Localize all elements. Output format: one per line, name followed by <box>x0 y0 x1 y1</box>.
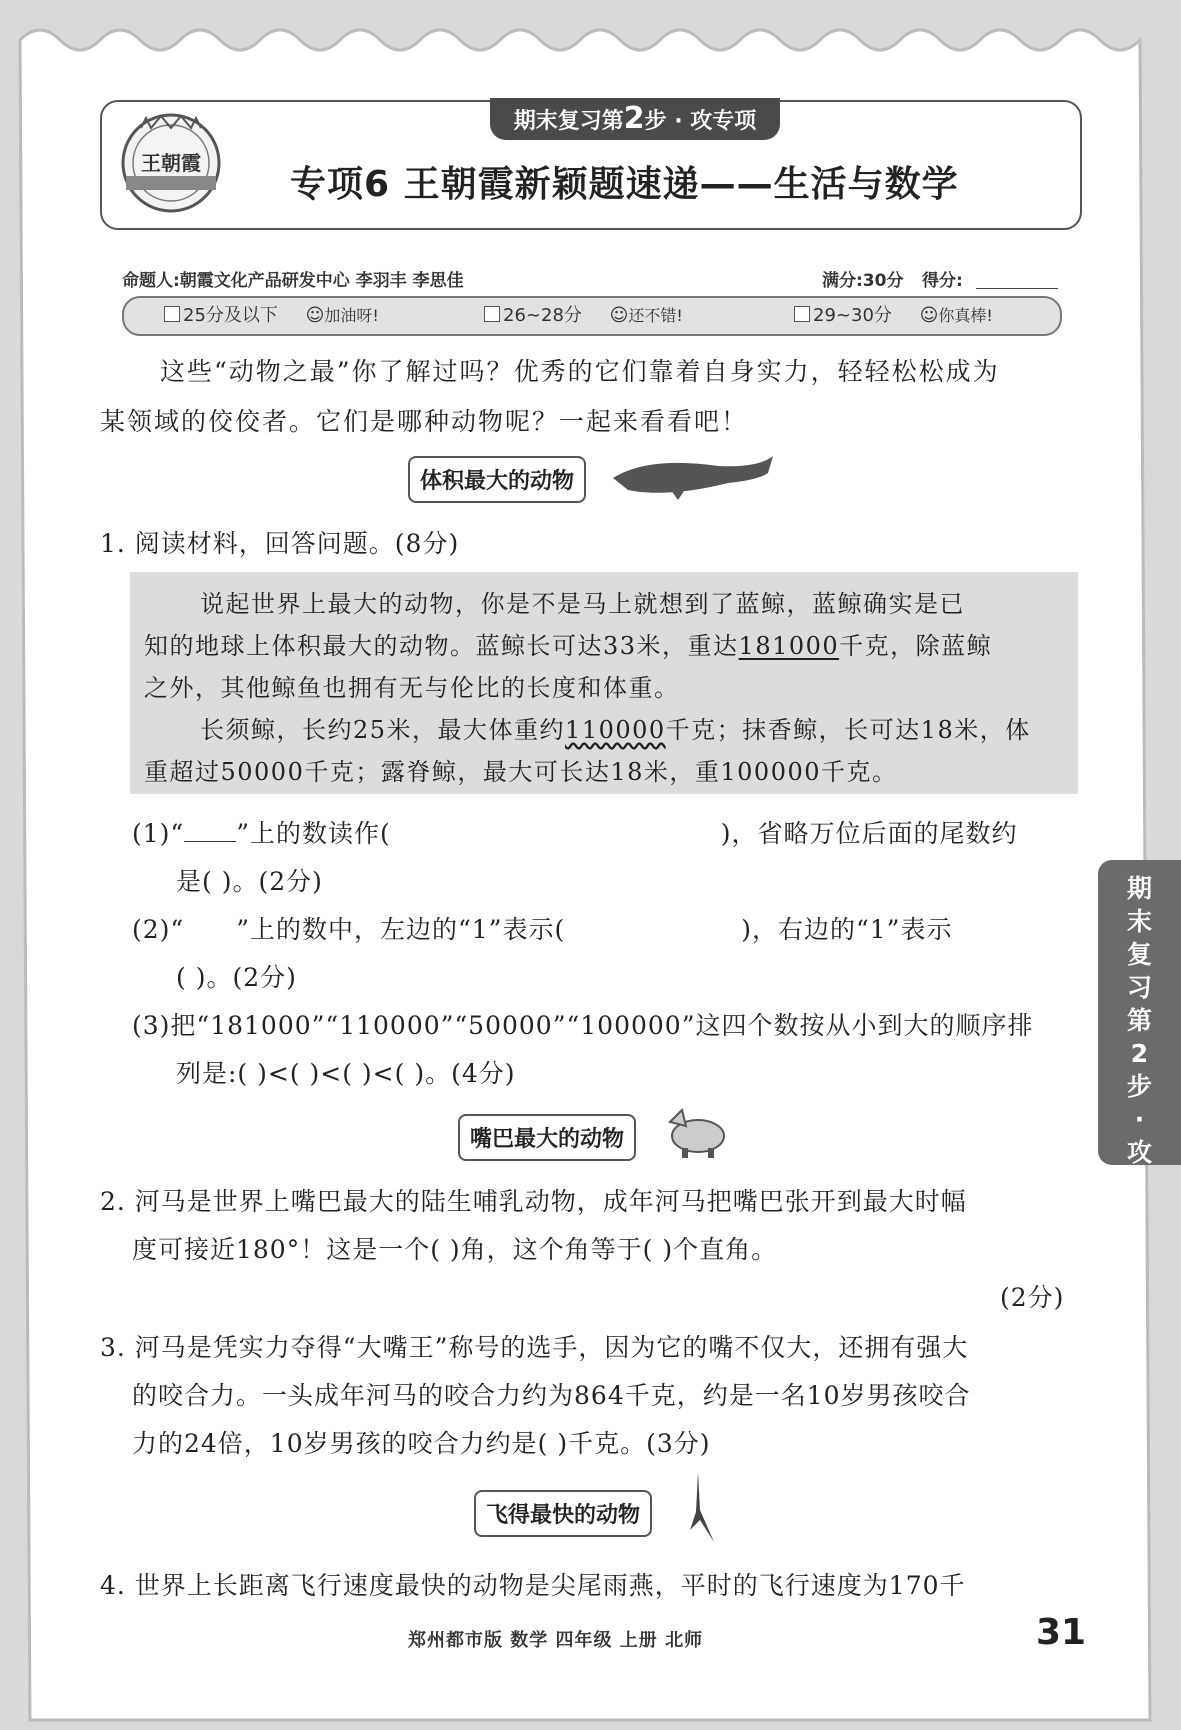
score-option-high[interactable]: 29~30分 ☺你真棒! <box>794 301 993 327</box>
hippo-icon <box>660 1102 730 1162</box>
material-line-5: 重超过50000千克；露脊鲸，最大可长达18米，重100000千克。 <box>144 758 898 786</box>
score-option-mid[interactable]: 26~28分 ☺还不错! <box>484 301 683 327</box>
section-tag-fastest-flyer: 飞得最快的动物 <box>474 1490 652 1537</box>
question-2-score: (2分) <box>1000 1283 1065 1312</box>
smile-icon: ☺ <box>305 305 325 326</box>
logo <box>116 108 226 218</box>
footer-edition: 郑州都市版 数学 四年级 上册 北师 <box>408 1630 704 1651</box>
material-line-3: 之外，其他鲸鱼也拥有无与伦比的长度和体重。 <box>144 674 680 702</box>
underlined-number: 181000 <box>738 632 840 660</box>
material-line-1: 说起世界上最大的动物，你是不是马上就想到了蓝鲸，蓝鲸确实是已 <box>200 590 965 618</box>
score-blank[interactable] <box>976 288 1058 289</box>
smile-icon: ☺ <box>609 305 629 326</box>
swift-bird-icon <box>670 1470 720 1550</box>
step-badge: 期末复习第2步 · 攻专项 <box>490 98 780 140</box>
q1-part1-line2: 是( )。(2分) <box>176 867 323 896</box>
authors: 命题人:朝霞文化产品研发中心 李羽丰 李思佳 <box>122 271 464 291</box>
section-tag-largest: 体积最大的动物 <box>408 456 586 503</box>
question-2-line2: 度可接近180°！这是一个( )角，这个角等于( )个直角。 <box>132 1235 778 1264</box>
checkbox-icon[interactable] <box>484 306 500 322</box>
question-3-line3: 力的24倍，10岁男孩的咬合力约是( )千克。(3分) <box>132 1429 711 1458</box>
logo-emblem-icon <box>116 108 226 218</box>
page-number: 31 <box>1036 1612 1087 1653</box>
question-1-stem: 1. 阅读材料，回答问题。(8分) <box>100 529 460 558</box>
score-label: 得分: <box>922 271 963 291</box>
checkbox-icon[interactable] <box>164 306 180 322</box>
q1-part2-line1: (2)“ ”上的数中，左边的“1”表示( )，右边的“1”表示 <box>132 915 953 944</box>
page-title: 专项6 王朝霞新颖题速递——生活与数学 <box>290 164 959 205</box>
score-option-low[interactable]: 25分及以下 ☺加油呀! <box>164 301 379 327</box>
intro-line-1: 这些“动物之最”你了解过吗？优秀的它们靠着自身实力，轻轻松松成为 <box>160 357 1000 386</box>
svg-text:王朝霞: 王朝霞 <box>141 151 201 175</box>
underline-symbol <box>184 819 236 842</box>
q1-part2-line2: ( )。(2分) <box>176 963 297 992</box>
material-line-4: 长须鲸，长约25米，最大体重约110000千克；抹香鲸，长可达18米，体 <box>200 716 1031 744</box>
question-3-line2: 的咬合力。一头成年河马的咬合力约为864千克，约是一名10岁男孩咬合 <box>132 1381 971 1410</box>
question-3-line1: 3. 河马是凭实力夺得“大嘴王”称号的选手，因为它的嘴不仅大，还拥有强大 <box>100 1333 969 1362</box>
q1-part3-line2: 列是:( )<( )<( )<( )。(4分) <box>176 1059 516 1088</box>
q1-part1-line1: (1)“ ”上的数读作( )，省略万位后面的尾数约 <box>132 819 1018 848</box>
full-score: 满分:30分 <box>822 271 904 291</box>
intro-line-2: 某领域的佼佼者。它们是哪种动物呢？一起来看看吧！ <box>100 407 749 436</box>
question-2-line1: 2. 河马是世界上嘴巴最大的陆生哺乳动物，成年河马把嘴巴张开到最大时幅 <box>100 1187 967 1216</box>
question-4-line1: 4. 世界上长距离飞行速度最快的动物是尖尾雨燕，平时的飞行速度为170千 <box>100 1571 966 1600</box>
material-line-2: 知的地球上体积最大的动物。蓝鲸长可达33米，重达181000千克，除蓝鲸 <box>144 632 993 660</box>
wavy-symbol <box>184 915 236 937</box>
whale-icon <box>608 448 778 504</box>
section-tag-biggest-mouth: 嘴巴最大的动物 <box>458 1114 636 1161</box>
checkbox-icon[interactable] <box>794 306 810 322</box>
smile-icon: ☺ <box>919 305 939 326</box>
side-tab: 期 末 复 习 第 2 步 · 攻 <box>1098 860 1181 1165</box>
wavy-underlined-number: 110000 <box>565 716 666 744</box>
q1-part3-line1: (3)把“181000”“110000”“50000”“100000”这四个数按从小到大的顺序排 <box>132 1011 1034 1040</box>
